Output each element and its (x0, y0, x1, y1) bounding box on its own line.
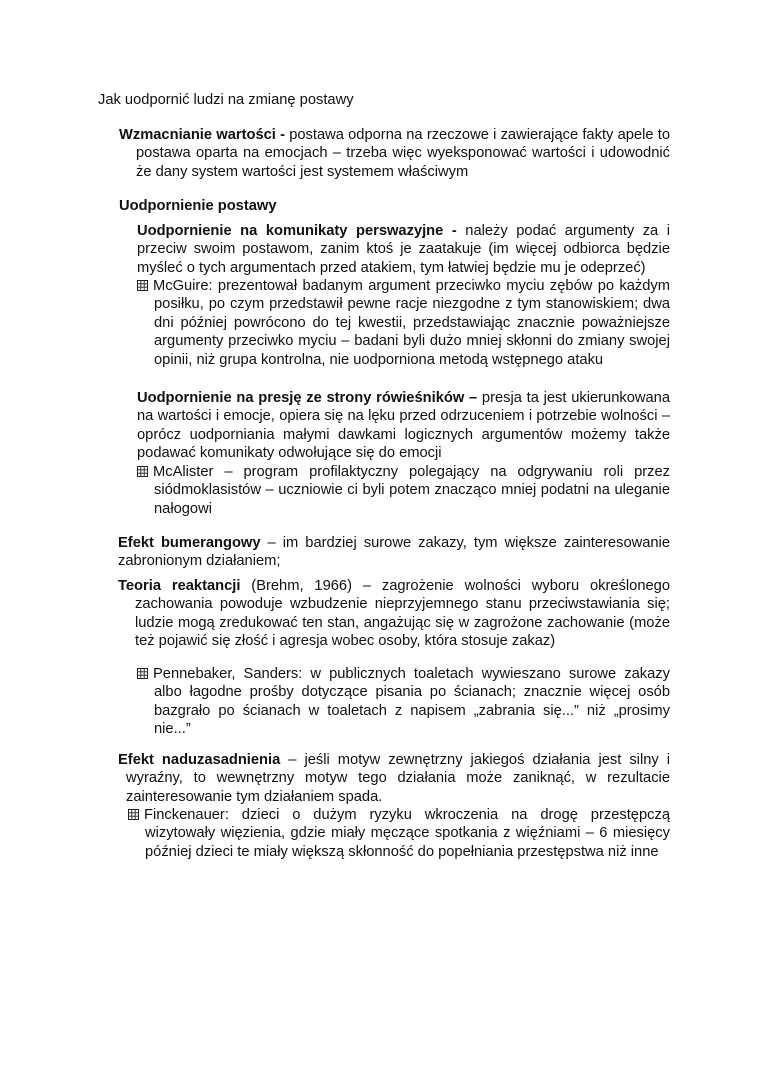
text-komunikaty: należy podać argumenty za i przeciw swoim postawom, zanim ktoś je zaatakuje (im więcej odbiorca będzie myśleć o tych argumentach przed atakiem, tym łatwiej będzie mu je odeprzeć) (137, 223, 670, 276)
example-mcguire: McGuire: prezentował badanym argument przeciwko myciu zębów po każdym posiłku, po czym przedstawił pewne racje niezgodne z tym stanowiskiem; dwa dni później powrócono do tej kwestii, przedstawiając znacznie poważniejsze argumenty przeciwko myciu – badani byli dużo mniej skłonni do zmiany swojej opinii, niż grupa kontrolna, nie uodporniona metodą wstępnego ataku (153, 278, 670, 368)
text-rowiesnicy: presja ta jest ukierunkowana na wartości i emocje, opiera się na lęku przed odrzuceniem i potrzebie wolności – oprócz uodporniania małymi dawkami logicznych argumentów możemy także podawać komunikaty odwołujące się do emocji (137, 390, 670, 462)
grid-bullet-icon (137, 466, 148, 477)
example-finckenauer: Finckenauer: dzieci o dużym ryzyku wkroczenia na drogę przestępczą wizytowały więzienia, gdzie miały męczące spotkania z więźniami – 6 miesięcy później dzieci te miały większą skłonność do popełniania przestępstwa niż inne (144, 807, 670, 860)
bullet-pennebaker (137, 665, 670, 739)
text-naduzasadnienie: – jeśli motyw zewnętrzny jakiegoś działania jest silny i wyraźny, to wewnętrzny motyw tego działania może zaniknąć, w rezultacie zainteresowanie tym działaniem spada. (126, 752, 670, 805)
text-wzmacnianie: postawa odporna na rzeczowe i zawierające fakty apele to postawa oparta na emocjach – trzeba więc wyeksponować wartości i udowodnić że dany system wartości jest systemem właściwym (136, 127, 671, 180)
paragraph-bumerang (118, 534, 670, 571)
grid-bullet-icon (128, 809, 139, 820)
section-heading-uodpornienie: Uodpornienie postawy (119, 198, 277, 214)
text-bumerang: – im bardziej surowe zakazy, tym większe zainteresowanie zabronionym działaniem; (118, 535, 670, 570)
term-wzmacnianie: Wzmacnianie wartości - (119, 127, 285, 143)
term-reaktancja: Teoria reaktancji (118, 578, 241, 594)
bullet-finckenauer (128, 806, 670, 861)
term-rowiesnicy: Uodpornienie na presję ze strony rówieśników – (137, 390, 478, 406)
document-title: Jak uodpornić ludzi na zmianę postawy (98, 92, 354, 108)
example-mcalister: McAlister – program profilaktyczny polegający na odgrywaniu roli przez siódmoklasistów – uczniowie ci byli potem znacząco mniej podatni na uleganie nałogowi (153, 464, 670, 517)
term-naduzasadnienie: Efekt naduzasadnienia (118, 752, 281, 768)
grid-bullet-icon (137, 668, 148, 679)
paragraph-komunikaty (137, 222, 670, 277)
paragraph-naduzasadnienie (118, 751, 670, 806)
grid-bullet-icon (137, 280, 148, 291)
paragraph-wzmacnianie (119, 126, 670, 181)
paragraph-reaktancja (118, 577, 670, 651)
example-pennebaker: Pennebaker, Sanders: w publicznych toaletach wywieszano surowe zakazy albo łagodne prośby dotyczące pisania po ścianach; znacznie więcej osób bazgrało po ścianach w toaletach z napisem „zabrania się...” niż „prosimy nie...” (153, 666, 670, 738)
paragraph-rowiesnicy (137, 389, 670, 463)
term-bumerang: Efekt bumerangowy (118, 535, 261, 551)
bullet-mcalister (137, 463, 670, 518)
text-reaktancja: (Brehm, 1966) – zagrożenie wolności wyboru określonego zachowania powoduje wzbudzenie nieprzyjemnego stanu przeciwstawiania się; ludzie mogą zredukować ten stan, angażując się w zagrożone zachowanie (może też pojawić się złość i agresja wobec osoby, która stosuje zakaz) (135, 578, 670, 650)
term-komunikaty: Uodpornienie na komunikaty perswazyjne - (137, 223, 457, 239)
bullet-mcguire (137, 277, 670, 369)
